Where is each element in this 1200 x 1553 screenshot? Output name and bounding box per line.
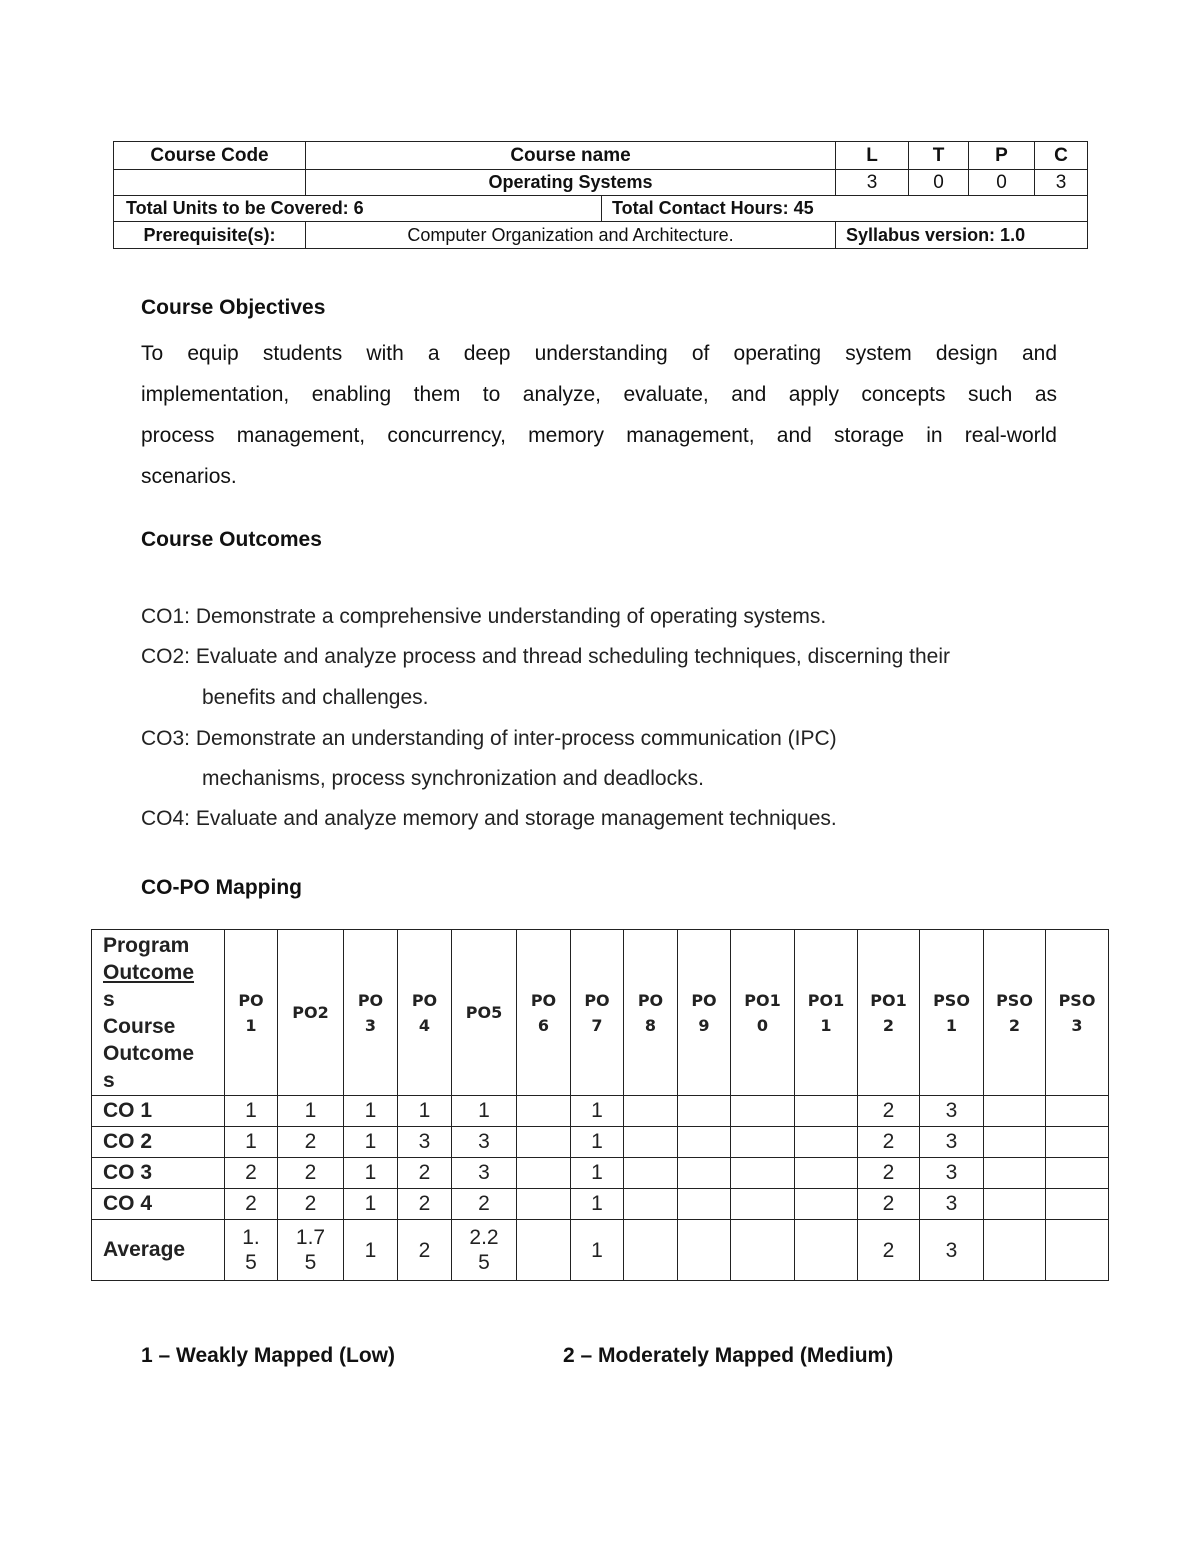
average-cell [398, 1220, 452, 1281]
column-header-text: PO [637, 990, 664, 1010]
column-header-text: 4 [418, 1015, 431, 1035]
mapping-cell [731, 1127, 795, 1158]
column-header-text: 3 [364, 1015, 377, 1035]
average-cell [452, 1220, 517, 1281]
column-header-text: 1 [820, 1015, 832, 1035]
mapping-cell [678, 1158, 731, 1189]
mapping-cell [984, 1096, 1046, 1127]
outcome-co2: CO2: Evaluate and analyze process and thread scheduling techniques, discerning their [141, 645, 951, 668]
c-value: 3 [1035, 170, 1088, 196]
mapping-cell [731, 1096, 795, 1127]
column-header-text: PO [238, 990, 264, 1010]
column-header-text: PO [691, 990, 717, 1010]
column-header-text: PSO [1058, 990, 1096, 1010]
column-header-text: 2 [1008, 1015, 1021, 1035]
average-value-part: 5 [478, 1251, 490, 1274]
legend-medium: 2 – Moderately Mapped (Medium) [563, 1344, 894, 1367]
copo-column-header [984, 930, 1046, 1096]
objectives-line: scenarios. [141, 465, 237, 488]
row-label: CO 2 [92, 1127, 225, 1158]
outcome-co3: CO3: Demonstrate an understanding of inter-process communication (IPC) [141, 727, 837, 750]
corner-course-outcomes-text: s [103, 1069, 115, 1092]
mapping-cell [517, 1127, 571, 1158]
header-course-code: Course Code [114, 142, 306, 170]
corner-program-outcomes-text: Program [103, 934, 190, 957]
average-row [92, 1220, 1109, 1281]
mapping-cell: 2 [278, 1158, 344, 1189]
outcome-co4: CO4: Evaluate and analyze memory and storage management techniques. [141, 807, 837, 830]
mapping-cell: 3 [398, 1127, 452, 1158]
mapping-cell [795, 1096, 858, 1127]
copo-column-header [452, 930, 517, 1096]
average-cell [624, 1220, 678, 1281]
column-header-text: 1 [245, 1015, 257, 1035]
mapping-cell: 1 [225, 1127, 278, 1158]
table-row [92, 1189, 1109, 1220]
mapping-cell [1046, 1189, 1109, 1220]
copo-header-row [92, 930, 1109, 1096]
mapping-cell: 2 [452, 1189, 517, 1220]
mapping-cell [984, 1189, 1046, 1220]
syllabus-version: Syllabus version: 1.0 [836, 222, 1088, 249]
column-header-text: PSO [996, 990, 1033, 1010]
mapping-cell: 1 [225, 1096, 278, 1127]
mapping-cell: 3 [452, 1158, 517, 1189]
mapping-cell [678, 1096, 731, 1127]
average-value-part: 2 [882, 1238, 895, 1262]
copo-column-header [1046, 930, 1109, 1096]
average-cell [344, 1220, 398, 1281]
header-p: P [969, 142, 1035, 170]
copo-column-header [344, 930, 398, 1096]
copo-mapping-table [91, 929, 1109, 1281]
copo-column-header [571, 930, 624, 1096]
outcome-co3-continued: mechanisms, process synchronization and deadlocks. [202, 767, 704, 790]
outcome-co2-continued: benefits and challenges. [202, 686, 429, 709]
column-header-text: PO5 [465, 1003, 503, 1022]
mapping-cell: 3 [920, 1158, 984, 1189]
column-header-text: PO [530, 990, 557, 1010]
mapping-cell: 2 [858, 1189, 920, 1220]
average-value-part: 2.2 [469, 1226, 499, 1249]
outcome-co1: CO1: Demonstrate a comprehensive understanding of operating systems. [141, 605, 827, 628]
mapping-cell: 1 [344, 1096, 398, 1127]
column-header-text: 9 [698, 1015, 710, 1035]
table-row [92, 1096, 1109, 1127]
header-l: L [836, 142, 909, 170]
mapping-cell: 2 [278, 1189, 344, 1220]
objectives-line: process management, concurrency, memory management, and storage in real-world [141, 424, 1057, 447]
corner-program-outcomes-text: s [103, 988, 115, 1011]
mapping-cell: 1 [571, 1096, 624, 1127]
copo-column-header [278, 930, 344, 1096]
column-header-text: 6 [537, 1015, 550, 1035]
column-header-text: PO1 [807, 990, 845, 1010]
mapping-cell: 1 [278, 1096, 344, 1127]
total-hours: Total Contact Hours: 45 [602, 196, 1088, 222]
mapping-cell [678, 1127, 731, 1158]
average-value-part: 5 [304, 1251, 317, 1274]
course-code-value [114, 170, 306, 196]
row-label: CO 4 [92, 1189, 225, 1220]
mapping-cell [1046, 1096, 1109, 1127]
mapping-cell: 2 [225, 1189, 278, 1220]
average-value-part: 1.7 [295, 1226, 326, 1249]
mapping-cell: 1 [571, 1158, 624, 1189]
average-cell [984, 1220, 1046, 1281]
average-cell [1046, 1220, 1109, 1281]
average-cell [225, 1220, 278, 1281]
mapping-cell [984, 1127, 1046, 1158]
column-header-text: 1 [945, 1015, 958, 1035]
average-cell [517, 1220, 571, 1281]
corner-program-outcomes-text: Outcome [103, 961, 195, 984]
row-label: CO 1 [92, 1096, 225, 1127]
mapping-cell [795, 1158, 858, 1189]
mapping-cell: 1 [571, 1127, 624, 1158]
column-header-text: 3 [1071, 1015, 1083, 1035]
column-header-text: 0 [756, 1015, 769, 1035]
prerequisite-value: Computer Organization and Architecture. [306, 222, 836, 249]
column-header-text: PO [584, 990, 610, 1010]
copo-column-header [517, 930, 571, 1096]
column-header-text: 7 [591, 1015, 603, 1035]
mapping-cell [731, 1189, 795, 1220]
average-cell [678, 1220, 731, 1281]
mapping-cell [624, 1158, 678, 1189]
average-label: Average [92, 1220, 225, 1281]
table-row [92, 1158, 1109, 1189]
mapping-cell [731, 1158, 795, 1189]
average-value-part: 1 [591, 1238, 603, 1262]
mapping-cell: 1 [344, 1158, 398, 1189]
copo-corner-cell [92, 930, 225, 1096]
copo-column-header [920, 930, 984, 1096]
mapping-cell [795, 1127, 858, 1158]
mapping-cell [517, 1158, 571, 1189]
objectives-heading: Course Objectives [141, 296, 326, 319]
copo-column-header [795, 930, 858, 1096]
prerequisite-label: Prerequisite(s): [114, 222, 306, 249]
t-value: 0 [909, 170, 969, 196]
course-name-value: Operating Systems [306, 170, 836, 196]
average-value-part: 1 [364, 1238, 377, 1262]
mapping-cell: 2 [278, 1127, 344, 1158]
p-value: 0 [969, 170, 1035, 196]
average-value-part: 5 [245, 1251, 257, 1274]
average-value-part: 1. [242, 1226, 260, 1249]
mapping-cell [624, 1096, 678, 1127]
row-label: CO 3 [92, 1158, 225, 1189]
mapping-cell [517, 1189, 571, 1220]
column-header-text: PSO [933, 990, 970, 1010]
mapping-cell: 2 [858, 1158, 920, 1189]
objectives-paragraph [141, 333, 1057, 497]
header-course-name: Course name [306, 142, 836, 170]
average-cell [795, 1220, 858, 1281]
column-header-text: 2 [882, 1015, 895, 1035]
mapping-cell [984, 1158, 1046, 1189]
mapping-cell: 1 [571, 1189, 624, 1220]
average-value-part: 3 [945, 1238, 958, 1262]
total-units: Total Units to be Covered: 6 [114, 196, 602, 222]
mapping-cell: 2 [858, 1096, 920, 1127]
mapping-cell: 2 [858, 1127, 920, 1158]
header-t: T [909, 142, 969, 170]
mapping-cell: 1 [344, 1189, 398, 1220]
mapping-cell [678, 1189, 731, 1220]
average-cell [571, 1220, 624, 1281]
corner-course-outcomes-text: Outcome [103, 1042, 195, 1065]
mapping-cell: 3 [920, 1189, 984, 1220]
table-row [92, 1127, 1109, 1158]
column-header-text: PO [357, 990, 384, 1010]
average-cell [920, 1220, 984, 1281]
column-header-text: PO [411, 990, 438, 1010]
outcomes-heading: Course Outcomes [141, 528, 322, 551]
mapping-cell: 3 [920, 1096, 984, 1127]
mapping-cell: 2 [398, 1189, 452, 1220]
copo-column-header [858, 930, 920, 1096]
objectives-line: To equip students with a deep understanding of operating system design and [141, 342, 1057, 365]
mapping-cell [624, 1189, 678, 1220]
mapping-cell: 1 [452, 1096, 517, 1127]
average-cell [731, 1220, 795, 1281]
mapping-cell [1046, 1158, 1109, 1189]
copo-column-header [731, 930, 795, 1096]
mapping-cell: 1 [344, 1127, 398, 1158]
mapping-cell [517, 1096, 571, 1127]
column-header-text: 8 [644, 1015, 657, 1035]
mapping-cell [624, 1127, 678, 1158]
average-cell [858, 1220, 920, 1281]
copo-heading: CO-PO Mapping [141, 876, 302, 899]
l-value: 3 [836, 170, 909, 196]
column-header-text: PO1 [870, 990, 907, 1010]
average-value-part: 2 [418, 1238, 431, 1262]
column-header-text: PO1 [744, 990, 781, 1010]
copo-column-header [678, 930, 731, 1096]
corner-course-outcomes-text: Course [103, 1015, 176, 1038]
mapping-cell: 1 [398, 1096, 452, 1127]
mapping-cell: 3 [920, 1127, 984, 1158]
copo-column-header [225, 930, 278, 1096]
legend-low: 1 – Weakly Mapped (Low) [141, 1344, 395, 1367]
average-cell [278, 1220, 344, 1281]
mapping-cell [1046, 1127, 1109, 1158]
mapping-cell: 3 [452, 1127, 517, 1158]
mapping-cell: 2 [225, 1158, 278, 1189]
column-header-text: PO2 [292, 1003, 329, 1022]
mapping-cell: 2 [398, 1158, 452, 1189]
mapping-cell [795, 1189, 858, 1220]
copo-column-header [398, 930, 452, 1096]
course-info-table [113, 141, 1088, 249]
copo-column-header [624, 930, 678, 1096]
objectives-line: implementation, enabling them to analyze, evaluate, and apply concepts such as [141, 383, 1057, 406]
header-c: C [1035, 142, 1088, 170]
